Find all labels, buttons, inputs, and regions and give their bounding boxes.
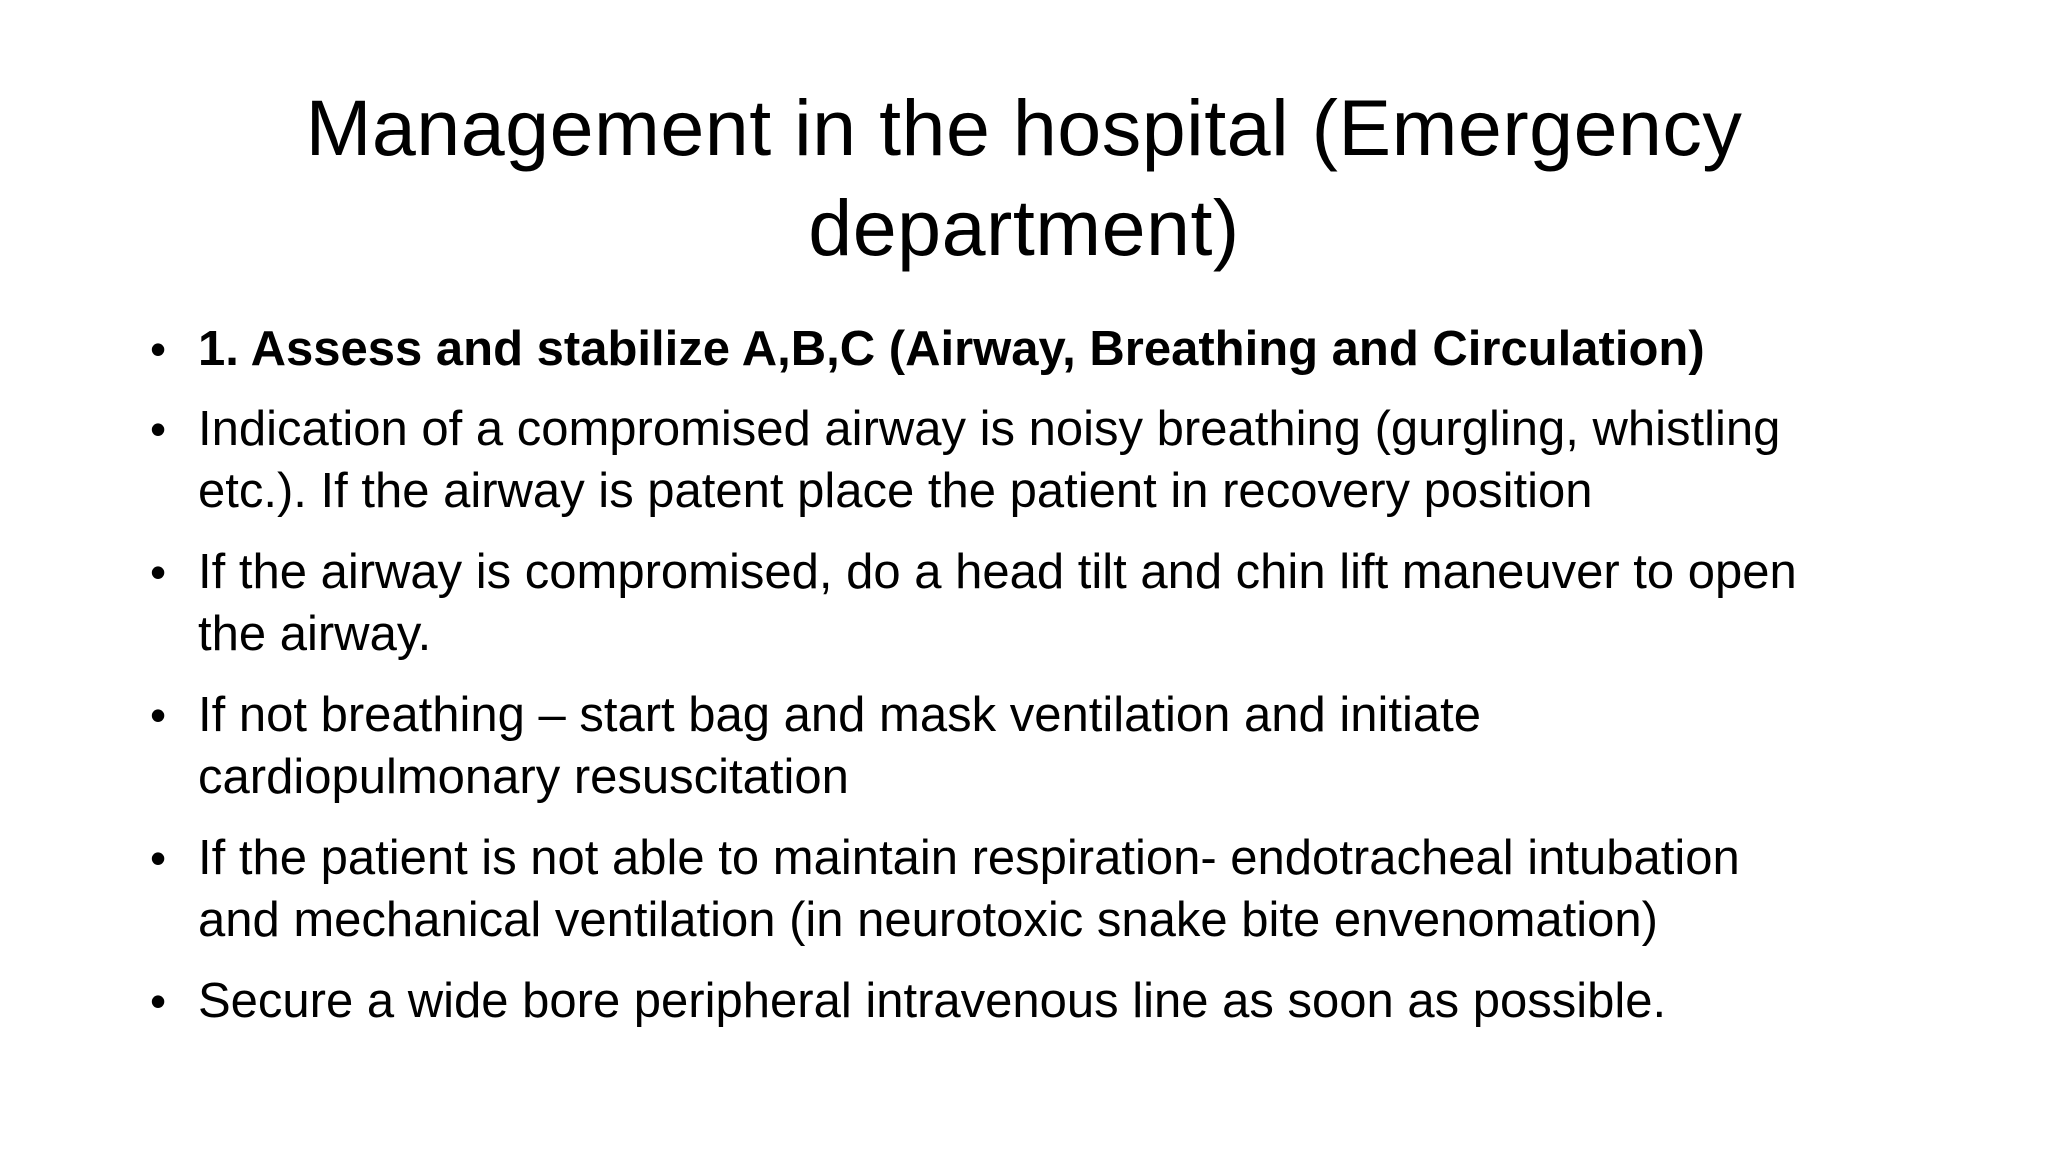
bullet-item-assess-abc [150,318,1910,380]
bullet-text [198,827,1910,951]
bullet-text [198,970,1910,1032]
bullet-line: If the airway is compromised, do a head tilt and chin lift maneuver to open [198,545,1797,599]
bullet-point-icon: • [150,832,167,884]
bullet-line: and mechanical ventilation (in neurotoxic snake bite envenomation) [198,893,1658,947]
bullet-point-icon: • [150,403,167,455]
bullet-text [198,318,1910,380]
bullet-text [198,684,1910,808]
bullet-text [198,398,1910,522]
bullet-line: Indication of a compromised airway is noisy breathing (gurgling, whistling [198,402,1781,456]
bullet-list [150,318,1910,1050]
slide-title [200,78,1848,278]
bullet-item-intravenous-line [150,970,1910,1032]
bullet-line: If the patient is not able to maintain respiration- endotracheal intubation [198,831,1740,885]
bullet-line: If not breathing – start bag and mask ventilation and initiate [198,688,1481,742]
bullet-point-icon: • [150,323,167,375]
bullet-item-intubation [150,827,1910,951]
slide-title-line-2: department) [808,183,1240,272]
bullet-item-head-tilt-chin-lift [150,541,1910,665]
bullet-point-icon: • [150,689,167,741]
bullet-item-compromised-airway-indication [150,398,1910,522]
bullet-point-icon: • [150,546,167,598]
bullet-line: Secure a wide bore peripheral intravenous line as soon as possible. [198,974,1667,1028]
bullet-line: 1. Assess and stabilize A,B,C (Airway, Breathing and Circulation) [198,322,1705,376]
bullet-line: the airway. [198,607,432,661]
bullet-item-not-breathing [150,684,1910,808]
bullet-line: cardiopulmonary resuscitation [198,750,849,804]
bullet-line: etc.). If the airway is patent place the patient in recovery position [198,464,1593,518]
bullet-text [198,541,1910,665]
slide-title-line-1: Management in the hospital (Emergency [305,83,1743,172]
bullet-point-icon: • [150,975,167,1027]
